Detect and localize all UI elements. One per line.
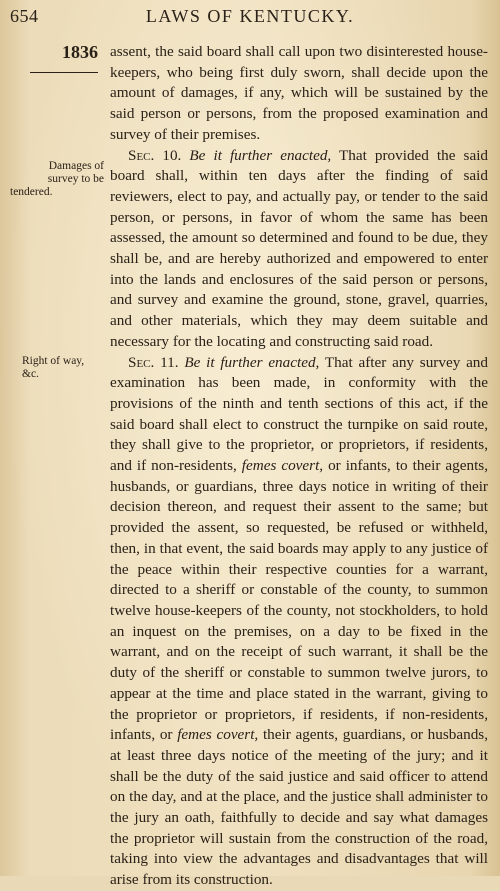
margin-note-line: &c. <box>22 368 39 380</box>
margin-note-line: Right of way, <box>22 355 85 367</box>
margin-note-line: survey to be <box>47 173 104 185</box>
running-head: LAWS OF KENTUCKY. <box>145 6 355 26</box>
section-11-text-c: their agents, guardians, or husbands, at least three days notice of the meeting of the jury; and it shall be the duty of the said justice and said officer to attend on the day, and at the place, and the justice shall administer to the jury an oath, faithfully to decide and say what damages the proprietor will sustain from the construction of the road, taking into view the advantages and disadvantages that will arise from its construction. <box>110 726 488 889</box>
section-11-label: Sec. 11. <box>128 353 179 371</box>
opening-paragraph <box>110 42 488 146</box>
section-10-text: That provided the said board shall, within ten days after the finding of said reviewers, elect to pay, and actually pay, or tender to the said person, or persons, in favor of whom the same has been assessed, the amount so determined and found to be due, they shall be, and are hereby authorized and empowered to enter into the lands and enclosures of the said person or persons, and survey and examine the ground, stone, gravel, quarries, and other materials, which they may deem suitable and necessary for the locating and constructing said road. <box>110 146 489 350</box>
margin-note-line: tendered. <box>10 186 53 198</box>
section-10-label: Sec. 10. <box>128 146 182 164</box>
section-11-text-b: or infants, to their agents, husbands, or guardians, three days notice in writing of their decision thereon, and request their assent to the same; but provided the assent, so requested, be refused or withheld, then, in that event, the said boards may apply to any justice of the peace within their respective counties for a warrant, directed to a sheriff or constable of the county, to summon twelve house-keepers of the county, not stockholders, to hold an inquest on the premises, on a day to be fixed in the warrant, and on the receipt of such warrant, it shall be the duty of the sheriff or constable to summon twelve jurors, to appear at the time and place stated in the warrant, giving to the proprietor or proprietors, if residents, if non-residents, infants, or <box>110 457 489 744</box>
section-11-italic-a: femes covert, <box>241 457 324 475</box>
section-11 <box>110 353 488 891</box>
margin-note-right-of-way <box>22 355 106 381</box>
section-11-enacting-clause: Be it further enacted, <box>184 353 320 371</box>
margin-note-line: Damages of <box>48 160 104 172</box>
section-11-text-a: That after any survey and examination has been made, in conformity with the provisions of the ninth and tenth sections of this act, if the said board shall elect to construct the turnpike on said route, they shall give to the proprietor, or proprietors, if residents, and if non-residents, <box>110 353 488 475</box>
opening-text: assent, the said board shall call upon two disinterested house-keepers, who being first duly sworn, shall decide upon the amount of damages, if any, which will be sustained by the said person or persons, from the proposed examination and survey of their premises. <box>110 43 488 143</box>
page-header <box>0 6 500 32</box>
margin-note-damages <box>6 160 104 199</box>
margin-rule <box>30 72 98 73</box>
margin-year: 1836 <box>62 42 98 62</box>
page-number: 654 <box>10 6 39 26</box>
section-11-italic-b: femes covert, <box>177 726 259 744</box>
body-text <box>110 42 488 891</box>
section-10 <box>110 146 488 353</box>
section-10-enacting-clause: Be it further enacted, <box>189 146 332 164</box>
